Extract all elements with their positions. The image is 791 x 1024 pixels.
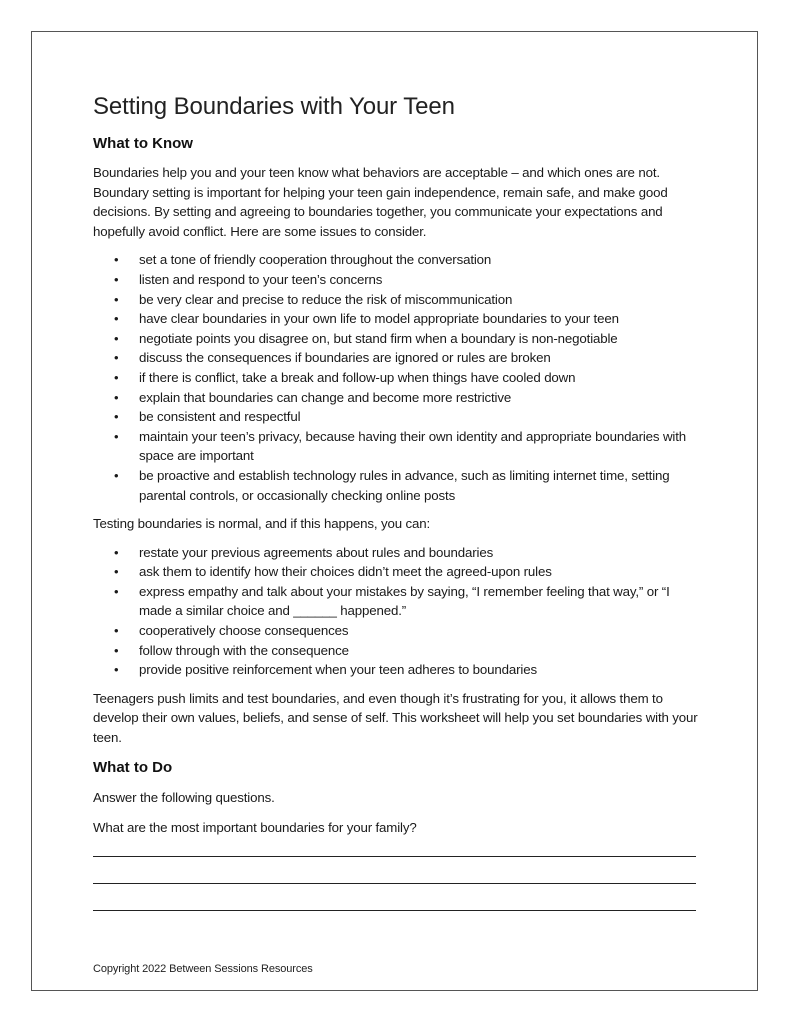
testing-item-text: restate your previous agreements about rules and boundaries bbox=[139, 544, 494, 560]
issue-item-text: have clear boundaries in your own life to model appropriate boundaries to your teen bbox=[139, 311, 619, 327]
bullet-icon: • bbox=[114, 544, 119, 560]
testing-item-text: ask them to identify how their choices didn’t meet the agreed-upon rules bbox=[139, 564, 552, 580]
issue-item-text: if there is conflict, take a break and follow-up when things have cooled down bbox=[139, 369, 576, 385]
testing-item bbox=[93, 660, 705, 680]
issue-item-text: negotiate points you disagree on, but stand firm when a boundary is non-negotiable bbox=[139, 330, 618, 346]
bullet-icon: • bbox=[114, 623, 119, 639]
bullet-icon: • bbox=[114, 389, 119, 405]
bullet-icon: • bbox=[114, 350, 119, 366]
testing-list bbox=[93, 543, 705, 680]
testing-item bbox=[93, 562, 705, 582]
issue-item bbox=[93, 368, 705, 388]
bullet-icon: • bbox=[114, 428, 119, 444]
issue-item bbox=[93, 388, 705, 408]
issue-item-text: discuss the consequences if boundaries are ignored or rules are broken bbox=[139, 350, 551, 366]
testing-item-text: express empathy and talk about your mistakes by saying, “I remember feeling that way,” or “I made a similar choice and ______ happened.” bbox=[139, 583, 670, 619]
issue-item-text: be proactive and establish technology rules in advance, such as limiting internet time, setting parental controls, or occasionally checking online posts bbox=[139, 467, 670, 503]
issue-item-text: set a tone of friendly cooperation throughout the conversation bbox=[139, 252, 492, 268]
bullet-icon: • bbox=[114, 291, 119, 307]
testing-item-text: follow through with the consequence bbox=[139, 642, 349, 658]
testing-item-text: provide positive reinforcement when your teen adheres to boundaries bbox=[139, 662, 537, 678]
testing-item bbox=[93, 582, 705, 621]
question-text: What are the most important boundaries for your family? bbox=[93, 820, 417, 836]
issue-item-text: listen and respond to your teen’s concerns bbox=[139, 271, 383, 287]
issue-item-text: explain that boundaries can change and become more restrictive bbox=[139, 389, 512, 405]
issue-item bbox=[93, 427, 705, 466]
copyright-footer: Copyright 2022 Between Sessions Resources bbox=[93, 963, 313, 975]
issue-item-text: be consistent and respectful bbox=[139, 409, 301, 425]
issue-item bbox=[93, 290, 705, 310]
issue-item bbox=[93, 270, 705, 290]
bullet-icon: • bbox=[114, 271, 119, 287]
testing-item bbox=[93, 543, 705, 563]
instruction-text: Answer the following questions. bbox=[93, 789, 275, 805]
issue-item bbox=[93, 466, 705, 505]
bullet-icon: • bbox=[114, 311, 119, 327]
testing-intro: Testing boundaries is normal, and if this happens, you can: bbox=[93, 516, 431, 532]
bullet-icon: • bbox=[114, 642, 119, 658]
bullet-icon: • bbox=[114, 662, 119, 678]
issue-item-text: maintain your teen’s privacy, because having their own identity and appropriate boundaries with space are important bbox=[139, 428, 687, 464]
issue-item bbox=[93, 329, 705, 349]
issues-list bbox=[93, 250, 705, 505]
issue-item bbox=[93, 348, 705, 368]
page-title: Setting Boundaries with Your Teen bbox=[93, 93, 455, 120]
bullet-icon: • bbox=[114, 369, 119, 385]
issue-item-text: be very clear and precise to reduce the risk of miscommunication bbox=[139, 291, 513, 307]
bullet-icon: • bbox=[114, 330, 119, 346]
answer-line-3[interactable] bbox=[93, 910, 696, 911]
testing-item bbox=[93, 641, 705, 661]
what-to-know-heading: What to Know bbox=[93, 135, 193, 152]
testing-item bbox=[93, 621, 705, 641]
what-to-do-heading: What to Do bbox=[93, 758, 173, 776]
intro-paragraph: Boundaries help you and your teen know what behaviors are acceptable – and which ones are not. Boundary setting is important for helping your teen gain independence, remain safe, and make good decisions. By setting and agreeing to boundaries together, you communicate your expectations and hopefully avoid conflict. Here are some issues to consider. bbox=[93, 165, 668, 239]
answer-line-1[interactable] bbox=[93, 856, 696, 857]
testing-item-text: cooperatively choose consequences bbox=[139, 623, 349, 639]
issue-item bbox=[93, 250, 705, 270]
issue-item bbox=[93, 309, 705, 329]
bullet-icon: • bbox=[114, 409, 119, 425]
bullet-icon: • bbox=[114, 564, 119, 580]
bullet-icon: • bbox=[114, 467, 119, 483]
bullet-icon: • bbox=[114, 252, 119, 268]
issue-item bbox=[93, 407, 705, 427]
answer-line-2[interactable] bbox=[93, 883, 696, 884]
worksheet-content bbox=[93, 90, 705, 911]
bullet-icon: • bbox=[114, 583, 119, 599]
closing-paragraph: Teenagers push limits and test boundaries, and even though it’s frustrating for you, it allows them to develop their own values, beliefs, and sense of self. This worksheet will help you set boundaries with your teen. bbox=[93, 690, 698, 746]
